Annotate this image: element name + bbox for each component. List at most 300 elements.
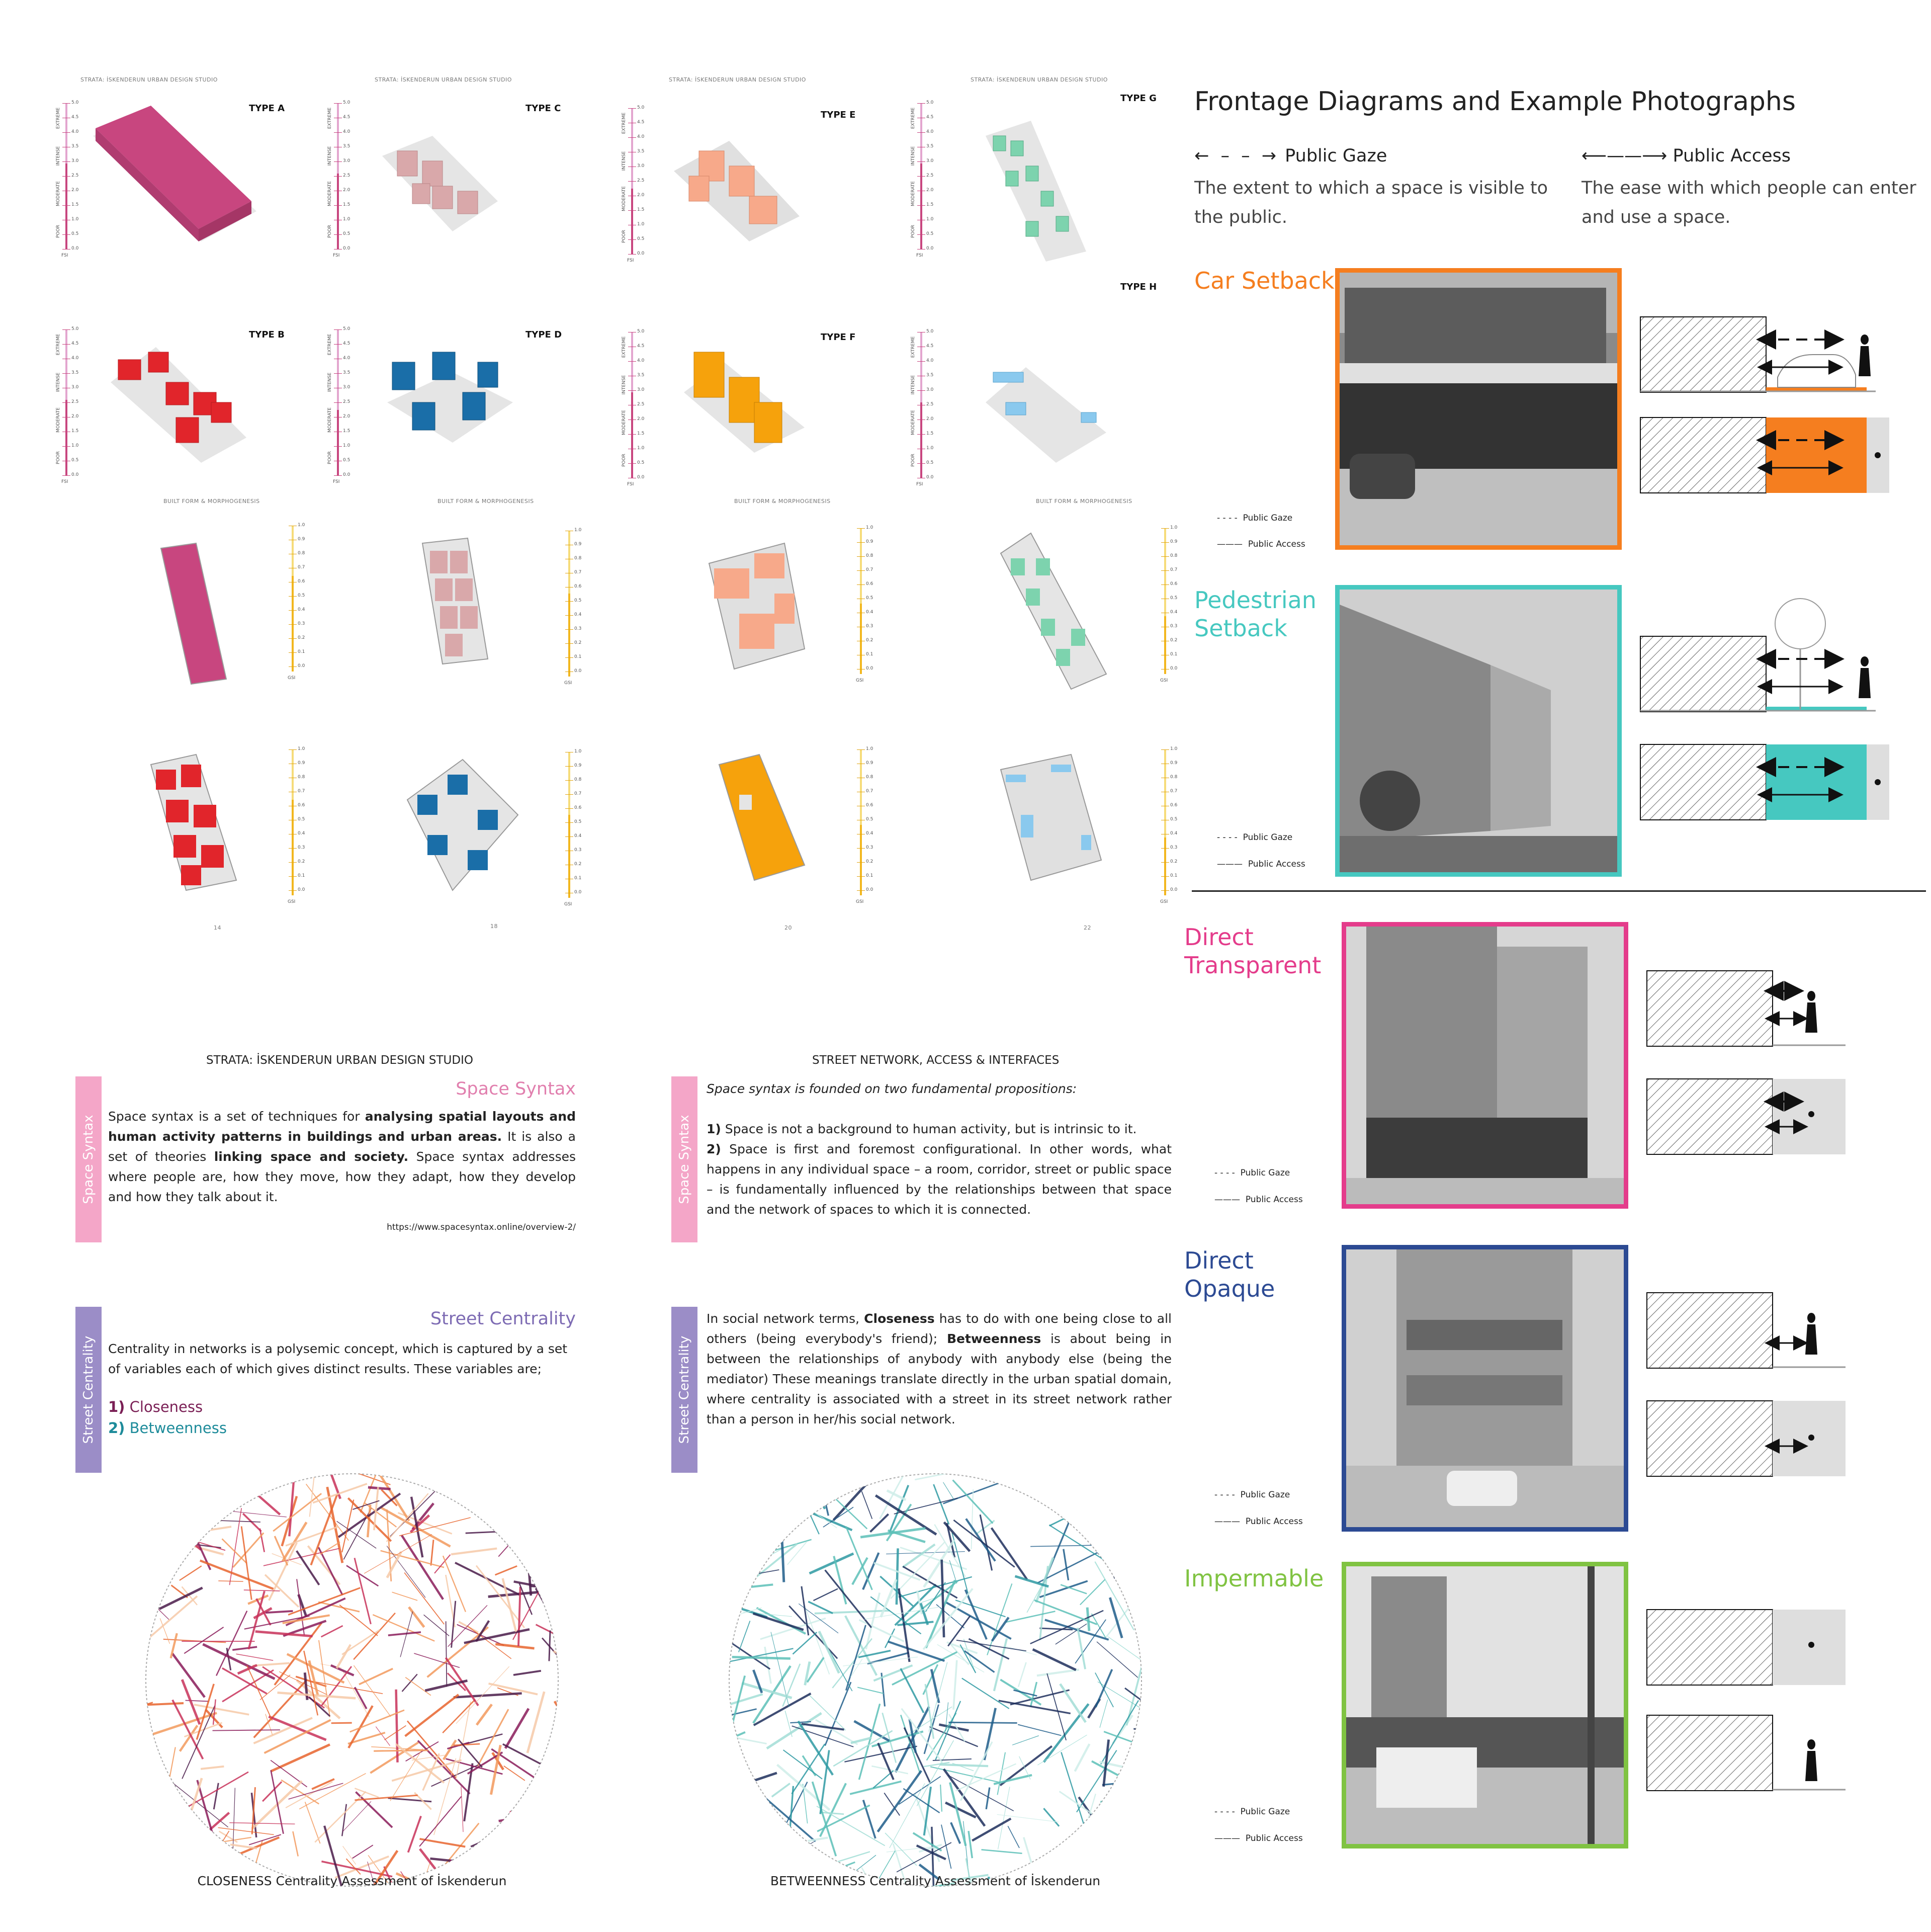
- impermable-photo: [1342, 1562, 1628, 1849]
- fsi-tick-label: 3.0: [343, 158, 350, 163]
- network-street: [752, 1827, 769, 1849]
- fsi-tick-label: 0.0: [926, 246, 934, 251]
- gsi-tick-label: 0.1: [298, 873, 305, 878]
- fsi-level-label: EXTREME: [56, 107, 61, 129]
- network-street: [728, 1542, 736, 1563]
- network-street: [773, 1483, 837, 1528]
- gsi-tick-label: 0.3: [574, 848, 582, 853]
- network-street: [387, 1546, 425, 1598]
- network-street: [821, 1812, 844, 1814]
- fsi-tick-label: 2.0: [637, 193, 645, 198]
- fsi-level-label: INTENSE: [56, 146, 61, 166]
- ped-legend-access: ——— Public Access: [1217, 859, 1305, 869]
- network-street: [492, 1502, 513, 1514]
- network-street: [505, 1709, 529, 1748]
- fsi-tick-label: 3.5: [926, 373, 934, 378]
- type-a-axonometric: [93, 106, 256, 241]
- fsi-tick-label: 1.0: [343, 217, 350, 222]
- network-street: [504, 1766, 525, 1781]
- network-street: [724, 1638, 770, 1669]
- fsi-level-label: POOR: [327, 451, 332, 464]
- network-street: [1079, 1797, 1122, 1860]
- network-street: [194, 1705, 249, 1715]
- network-street: [1049, 1525, 1108, 1563]
- network-street: [955, 1600, 1005, 1617]
- street-centrality-text: Centrality in networks is a polysemic concept, which is captured by a set of variables each of which gives distinct results. These variables are;: [108, 1341, 568, 1376]
- network-street: [972, 1489, 974, 1549]
- network-street: [739, 1621, 750, 1652]
- type-a-plan: [161, 543, 226, 684]
- network-street: [424, 1615, 450, 1636]
- network-street: [851, 1738, 871, 1743]
- betweenness-item: 2) Betweenness: [108, 1419, 227, 1437]
- network-street: [359, 1668, 393, 1684]
- network-street: [402, 1674, 417, 1692]
- network-street: [724, 1800, 729, 1850]
- network-street: [1018, 1662, 1026, 1687]
- fsi-level-label: MODERATE: [56, 407, 61, 433]
- gsi-tick-label: 0.9: [298, 537, 305, 542]
- network-street: [807, 1657, 824, 1682]
- network-street: [549, 1630, 550, 1661]
- fsi-tick-label: 4.0: [926, 129, 934, 134]
- type-label-f: TYPE F: [821, 332, 856, 343]
- network-street: [495, 1644, 534, 1648]
- network-street: [280, 1476, 302, 1485]
- gsi-tick-label: 0.0: [298, 887, 305, 892]
- fsi-tick-label: 3.5: [71, 144, 79, 149]
- gsi-tick-label: 0.3: [574, 626, 582, 631]
- gsi-tick-label: 0.8: [1170, 775, 1178, 780]
- fsi-tick-label: 4.0: [71, 129, 79, 134]
- network-street: [770, 1844, 804, 1857]
- fsi-tick-label: 1.5: [926, 202, 934, 207]
- fsi-tick-label: 1.0: [637, 446, 645, 451]
- fsi-level-label: MODERATE: [327, 181, 332, 206]
- network-street: [960, 1645, 976, 1673]
- network-street: [503, 1744, 560, 1774]
- type-d-axonometric: [387, 352, 513, 443]
- frontage-title-car-setback: Car Setback: [1194, 267, 1335, 294]
- gsi-tick-label: 0.9: [298, 761, 305, 766]
- network-street: [311, 1495, 337, 1565]
- network-street: [542, 1638, 563, 1684]
- network-street: [178, 1837, 251, 1849]
- gsi-tick-label: 0.7: [574, 791, 582, 796]
- network-street: [227, 1648, 231, 1670]
- network-street: [732, 1785, 745, 1814]
- network-street: [885, 1629, 895, 1648]
- network-street: [207, 1831, 229, 1867]
- network-street: [266, 1611, 293, 1613]
- network-street: [260, 1675, 290, 1700]
- gsi-axis-label: GSI: [288, 676, 296, 681]
- fsi-scale: [327, 100, 352, 258]
- network-street: [241, 1526, 251, 1600]
- fsi-axis-label: FSI: [916, 482, 923, 487]
- network-street: [765, 1647, 771, 1684]
- pedestrian-setback-section: [1640, 599, 1876, 712]
- gsi-tick-label: 1.0: [1170, 746, 1178, 751]
- network-street: [834, 1556, 846, 1605]
- network-street: [1077, 1750, 1117, 1812]
- proposition-2: 2) Space is first and foremost configurational. In other words, what happens in any individual space – a room, corridor, street or public space – is fundamentally influenced by the relationships between that space and the network of spaces to which it is connected.: [707, 1142, 1172, 1217]
- gsi-tick-label: 0.9: [1170, 761, 1178, 766]
- gsi-tick-label: 0.4: [866, 831, 873, 836]
- network-street: [1064, 1549, 1069, 1580]
- network-street: [275, 1536, 288, 1565]
- gsi-tick-label: 0.1: [1170, 873, 1178, 878]
- network-street: [997, 1752, 1005, 1795]
- network-street: [297, 1680, 340, 1718]
- network-street: [147, 1472, 152, 1511]
- gsi-tick-label: 0.2: [866, 859, 873, 864]
- fsi-level-label: MODERATE: [622, 410, 627, 435]
- gsi-tick-label: 0.6: [1170, 581, 1178, 586]
- betweenness-map: [724, 1469, 1147, 1891]
- fsi-tick-label: 3.0: [71, 158, 79, 163]
- network-street: [531, 1586, 563, 1590]
- gsi-tick-label: 0.4: [866, 610, 873, 615]
- network-street: [945, 1803, 976, 1817]
- gsi-tick-label: 0.7: [866, 567, 873, 572]
- network-street: [466, 1530, 545, 1533]
- page-number: 22: [1084, 925, 1091, 931]
- network-street: [966, 1519, 995, 1561]
- access-desc: The ease with which people can enter and use a space.: [1582, 178, 1916, 227]
- network-street: [739, 1514, 759, 1554]
- gsi-tick-label: 1.0: [298, 746, 305, 751]
- network-street: [733, 1773, 777, 1788]
- network-street: [903, 1544, 935, 1567]
- network-street: [724, 1709, 757, 1722]
- gsi-tick-label: 0.5: [574, 819, 582, 824]
- type-e-plan: [709, 543, 805, 669]
- network-street: [940, 1785, 942, 1812]
- page-number: 20: [784, 925, 792, 931]
- network-street: [286, 1527, 338, 1546]
- network-street: [355, 1788, 379, 1797]
- fsi-scale: [622, 105, 646, 263]
- network-street: [172, 1700, 203, 1759]
- gsi-tick-label: 1.0: [574, 528, 582, 533]
- network-street: [461, 1787, 463, 1832]
- gsi-tick-label: 0.8: [866, 775, 873, 780]
- network-street: [857, 1687, 884, 1693]
- type-c-axonometric: [382, 136, 498, 231]
- gsi-scale: [1159, 746, 1179, 904]
- fsi-scale: [327, 326, 352, 484]
- type-b-plan: [151, 754, 236, 890]
- fsi-tick-label: 2.0: [637, 416, 645, 422]
- gsi-axis-label: GSI: [1160, 678, 1168, 683]
- network-street: [342, 1670, 369, 1717]
- network-street: [180, 1819, 183, 1843]
- space-syntax-url: https://www.spacesyntax.online/overview-2/: [387, 1222, 576, 1232]
- fsi-level-label: POOR: [56, 225, 61, 238]
- fsi-tick-label: 0.0: [71, 472, 79, 477]
- network-street: [172, 1653, 205, 1697]
- fsi-tick-label: 1.5: [637, 431, 645, 436]
- network-street: [943, 1482, 954, 1500]
- fsi-tick-label: 2.5: [343, 399, 350, 404]
- network-street: [201, 1767, 224, 1769]
- network-street: [141, 1711, 147, 1729]
- fsi-level-label: EXTREME: [622, 336, 627, 358]
- network-street: [724, 1732, 745, 1750]
- network-street: [1012, 1736, 1039, 1745]
- network-street: [998, 1787, 1010, 1849]
- network-street: [318, 1547, 342, 1595]
- imp-legend-access: ——— Public Access: [1214, 1833, 1303, 1843]
- gsi-tick-label: 1.0: [298, 523, 305, 528]
- gsi-tick-label: 0.8: [1170, 553, 1178, 558]
- pedestrian-setback-plan: [1640, 744, 1889, 820]
- network-street: [753, 1614, 804, 1630]
- fsi-level-label: EXTREME: [622, 112, 627, 134]
- network-street: [434, 1555, 450, 1573]
- gsi-axis-label: GSI: [564, 681, 572, 686]
- network-street: [1097, 1642, 1138, 1677]
- fsi-tick-label: 2.5: [637, 402, 645, 407]
- gsi-tick-label: 0.4: [298, 831, 305, 836]
- fsi-tick-label: 1.0: [926, 217, 934, 222]
- network-street: [183, 1837, 186, 1857]
- direct-transparent-section: [1647, 971, 1846, 1046]
- network-street: [859, 1704, 880, 1780]
- network-street: [525, 1805, 547, 1817]
- network-street: [211, 1481, 247, 1523]
- gsi-tick-label: 0.8: [574, 556, 582, 561]
- impermable-section: [1647, 1610, 1846, 1685]
- fsi-tick-label: 3.0: [926, 158, 934, 163]
- fsi-tick-label: 2.5: [926, 173, 934, 178]
- booklet-header-right: BUILT FORM & MORPHOGENESIS: [734, 498, 831, 505]
- network-street: [299, 1774, 366, 1809]
- network-street: [724, 1591, 727, 1634]
- fsi-tick-label: 2.5: [71, 399, 79, 404]
- network-street: [870, 1514, 889, 1532]
- network-street: [169, 1524, 201, 1550]
- network-street: [810, 1554, 854, 1573]
- network-street: [887, 1490, 906, 1500]
- network-street: [820, 1477, 828, 1516]
- gsi-tick-label: 0.1: [1170, 652, 1178, 657]
- network-street: [724, 1745, 734, 1815]
- fsi-axis-label: FSI: [61, 253, 68, 258]
- fsi-tick-label: 3.5: [637, 149, 645, 154]
- type-g-axonometric: [986, 121, 1086, 262]
- network-street: [348, 1706, 373, 1748]
- gsi-tick-label: 0.0: [574, 668, 582, 674]
- gsi-tick-label: 0.9: [866, 539, 873, 544]
- network-street: [147, 1516, 150, 1539]
- network-street: [940, 1765, 988, 1766]
- fsi-tick-label: 3.5: [343, 144, 350, 149]
- do-legend-gaze: - - - - Public Gaze: [1214, 1490, 1290, 1500]
- network-street: [1056, 1624, 1087, 1644]
- network-street: [147, 1598, 169, 1620]
- fsi-tick-label: 1.0: [71, 217, 79, 222]
- network-street: [962, 1678, 1009, 1709]
- frontage-title-impermable: Impermable: [1184, 1565, 1324, 1592]
- booklet-header-right: BUILT FORM & MORPHOGENESIS: [437, 498, 534, 505]
- network-street: [808, 1602, 833, 1613]
- gsi-tick-label: 0.2: [298, 635, 305, 640]
- network-street: [312, 1682, 383, 1694]
- network-street: [1126, 1473, 1137, 1537]
- fsi-tick-label: 1.0: [71, 443, 79, 448]
- fsi-tick-label: 1.5: [926, 431, 934, 436]
- gsi-tick-label: 0.9: [1170, 539, 1178, 544]
- network-street: [498, 1513, 538, 1557]
- network-street: [753, 1670, 762, 1693]
- network-street: [860, 1528, 925, 1537]
- network-street: [374, 1750, 428, 1751]
- gsi-tick-label: 1.0: [574, 749, 582, 754]
- fsi-tick-label: 2.0: [71, 188, 79, 193]
- fsi-level-label: MODERATE: [327, 407, 332, 433]
- network-street: [205, 1849, 221, 1876]
- fsi-tick-label: 0.5: [926, 460, 934, 465]
- network-street: [726, 1648, 793, 1662]
- network-street: [305, 1802, 320, 1843]
- fsi-tick-label: 4.0: [637, 358, 645, 363]
- network-street: [320, 1542, 340, 1554]
- fsi-tick-label: 0.5: [637, 460, 645, 465]
- network-street: [1100, 1700, 1108, 1728]
- fsi-tick-label: 4.0: [926, 358, 934, 363]
- fsi-tick-label: 3.5: [343, 370, 350, 375]
- gsi-tick-label: 0.9: [866, 761, 873, 766]
- network-street: [191, 1479, 205, 1545]
- gsi-tick-label: 0.0: [1170, 887, 1178, 892]
- type-g-plan: [1001, 533, 1106, 689]
- network-street: [141, 1837, 172, 1850]
- dashed-arrow-icon: ← – – →: [1194, 146, 1280, 166]
- network-street: [275, 1623, 322, 1685]
- network-street: [934, 1525, 965, 1577]
- network-street: [724, 1477, 728, 1525]
- network-street: [1113, 1518, 1147, 1575]
- fsi-tick-label: 0.5: [637, 236, 645, 241]
- space-syntax-stripe-right: Space Syntax: [671, 1076, 697, 1242]
- fsi-tick-label: 4.0: [343, 129, 350, 134]
- frontage-title-direct-opaque: Direct Opaque: [1184, 1247, 1275, 1302]
- ped-legend-gaze: - - - - Public Gaze: [1217, 832, 1293, 843]
- network-street: [736, 1837, 769, 1874]
- gsi-tick-label: 0.2: [574, 640, 582, 645]
- network-street: [252, 1781, 302, 1829]
- network-street: [817, 1805, 870, 1831]
- network-street: [813, 1782, 836, 1856]
- network-street: [796, 1484, 819, 1535]
- network-street: [517, 1511, 548, 1528]
- network-street: [1008, 1826, 1019, 1848]
- type-label-c: TYPE C: [525, 103, 561, 114]
- propositions-intro: Space syntax is founded on two fundamental propositions:: [707, 1081, 1077, 1096]
- network-street: [260, 1529, 265, 1552]
- gsi-tick-label: 0.8: [298, 775, 305, 780]
- network-street: [495, 1566, 517, 1575]
- type-e-axonometric: [674, 141, 800, 241]
- fsi-level-label: POOR: [622, 230, 627, 243]
- fsi-tick-label: 4.5: [71, 115, 79, 120]
- network-street: [815, 1611, 890, 1614]
- network-street: [222, 1539, 246, 1563]
- network-street: [934, 1484, 949, 1525]
- gsi-tick-label: 0.3: [1170, 845, 1178, 850]
- fsi-axis-label: FSI: [627, 482, 634, 487]
- social-network-text: In social network terms, Closeness has to do with one being close to all others (being everybody's friend); Betweenness is about being in between the relationships of anybody with anybody else (being the mediator) These meanings translate directly in the urban spatial domain, where centrality is associated with a street in its street network rather than a person in her/his social network.: [707, 1311, 1172, 1426]
- network-street: [408, 1816, 421, 1853]
- network-street: [862, 1491, 872, 1519]
- network-street: [513, 1671, 541, 1675]
- network-street: [724, 1608, 762, 1627]
- fsi-level-label: POOR: [911, 454, 916, 467]
- gsi-tick-label: 0.1: [574, 876, 582, 881]
- network-street: [354, 1613, 395, 1659]
- type-label-h: TYPE H: [1120, 282, 1157, 292]
- network-street: [476, 1566, 524, 1628]
- network-street: [737, 1846, 795, 1857]
- gsi-tick-label: 0.4: [1170, 831, 1178, 836]
- network-street: [531, 1568, 553, 1576]
- gsi-scale: [563, 528, 583, 686]
- network-street: [509, 1501, 522, 1523]
- gsi-tick-label: 0.2: [1170, 859, 1178, 864]
- fsi-level-label: POOR: [622, 454, 627, 467]
- gsi-tick-label: 0.4: [1170, 610, 1178, 615]
- network-street: [336, 1645, 350, 1668]
- booklet-header: STRATA: İSKENDERUN URBAN DESIGN STUDIO: [375, 76, 512, 83]
- fsi-level-label: POOR: [56, 451, 61, 464]
- network-street: [446, 1621, 447, 1687]
- network-street: [1130, 1762, 1147, 1778]
- network-street: [1114, 1557, 1142, 1579]
- gsi-axis-label: GSI: [564, 902, 572, 907]
- type-f-plan: [719, 754, 805, 880]
- network-street: [197, 1780, 219, 1858]
- fsi-tick-label: 2.5: [343, 173, 350, 178]
- network-street: [742, 1683, 792, 1698]
- network-street: [539, 1496, 554, 1539]
- fsi-tick-label: 2.0: [926, 416, 934, 422]
- fsi-tick-label: 2.5: [926, 402, 934, 407]
- network-street: [1087, 1608, 1089, 1631]
- proposition-1: 1) Space is not a background to human activity, but is intrinsic to it.: [707, 1122, 1137, 1136]
- network-street: [293, 1831, 298, 1856]
- network-street: [1078, 1628, 1085, 1669]
- fsi-tick-label: 1.5: [343, 202, 350, 207]
- gsi-tick-label: 0.5: [298, 817, 305, 822]
- fsi-tick-label: 5.0: [926, 329, 934, 334]
- network-street: [381, 1508, 450, 1547]
- network-street: [1094, 1522, 1115, 1578]
- network-street: [806, 1481, 825, 1508]
- network-street: [229, 1823, 295, 1824]
- network-street: [1075, 1744, 1090, 1772]
- network-street: [740, 1492, 786, 1523]
- network-street: [346, 1565, 378, 1586]
- network-street: [1039, 1628, 1073, 1630]
- gsi-tick-label: 0.6: [574, 805, 582, 810]
- network-street: [781, 1523, 784, 1582]
- gsi-tick-label: 0.3: [298, 621, 305, 626]
- space-syntax-stripe: Space Syntax: [75, 1076, 102, 1242]
- network-street: [913, 1833, 942, 1851]
- fsi-tick-label: 0.5: [71, 458, 79, 463]
